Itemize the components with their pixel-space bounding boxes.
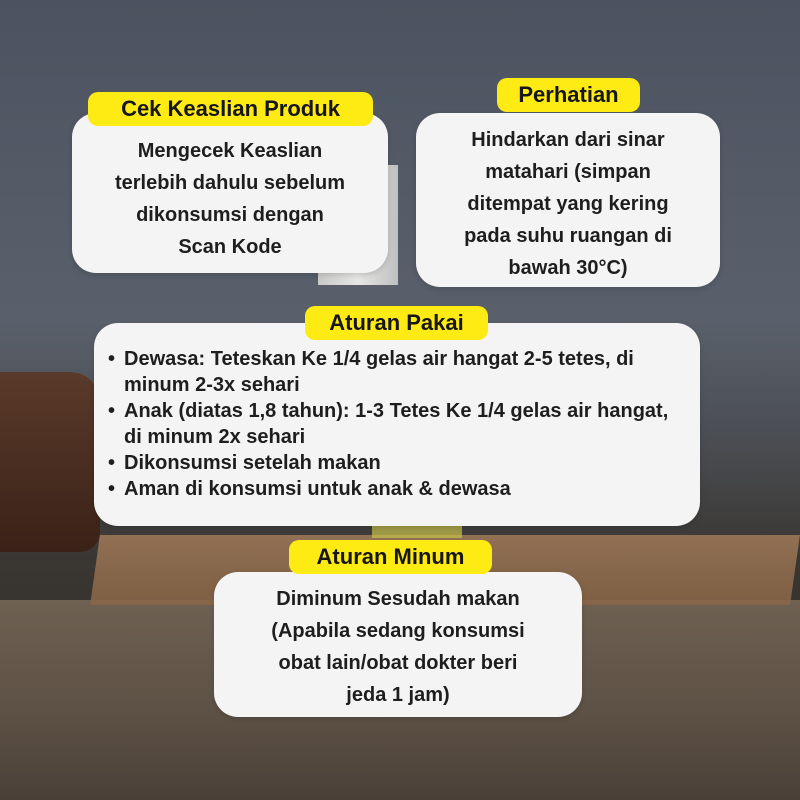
drinking-line: obat lain/obat dokter beri (278, 652, 518, 674)
attention-line: pada suhu ruangan di (464, 225, 672, 247)
attention-line: ditempat yang kering (467, 193, 669, 215)
usage-item: • Dewasa: Teteskan Ke 1/4 gelas air hangat 2-5 tetes, di minum 2-3x sehari (108, 346, 686, 398)
usage-title: Aturan Pakai (305, 306, 488, 340)
usage-item: • Anak (diatas 1,8 tahun): 1-3 Tetes Ke 1/4 gelas air hangat, di minum 2x sehari (108, 398, 686, 450)
usage-item: • Aman di konsumsi untuk anak & dewasa (108, 476, 686, 502)
drinking-card (214, 572, 582, 717)
authenticity-line: dikonsumsi dengan (136, 204, 324, 226)
attention-line: bawah 30°C) (508, 257, 628, 279)
drinking-title: Aturan Minum (289, 540, 492, 574)
authenticity-line: terlebih dahulu sebelum (114, 172, 346, 194)
usage-card (94, 323, 700, 526)
usage-item: • Dikonsumsi setelah makan (108, 450, 686, 476)
usage-list (108, 346, 686, 502)
authenticity-line: Mengecek Keaslian (137, 140, 323, 162)
attention-line: matahari (simpan (485, 161, 651, 183)
authenticity-card (72, 113, 388, 273)
bowl-background (0, 372, 100, 552)
drinking-line: (Apabila sedang konsumsi (271, 620, 525, 642)
drinking-line: jeda 1 jam) (346, 684, 450, 706)
attention-title: Perhatian (497, 78, 640, 112)
attention-card (416, 113, 720, 287)
drinking-line: Diminum Sesudah makan (276, 588, 520, 610)
attention-line: Hindarkan dari sinar (471, 129, 665, 151)
authenticity-title: Cek Keaslian Produk (88, 92, 373, 126)
authenticity-line: Scan Kode (178, 236, 282, 258)
